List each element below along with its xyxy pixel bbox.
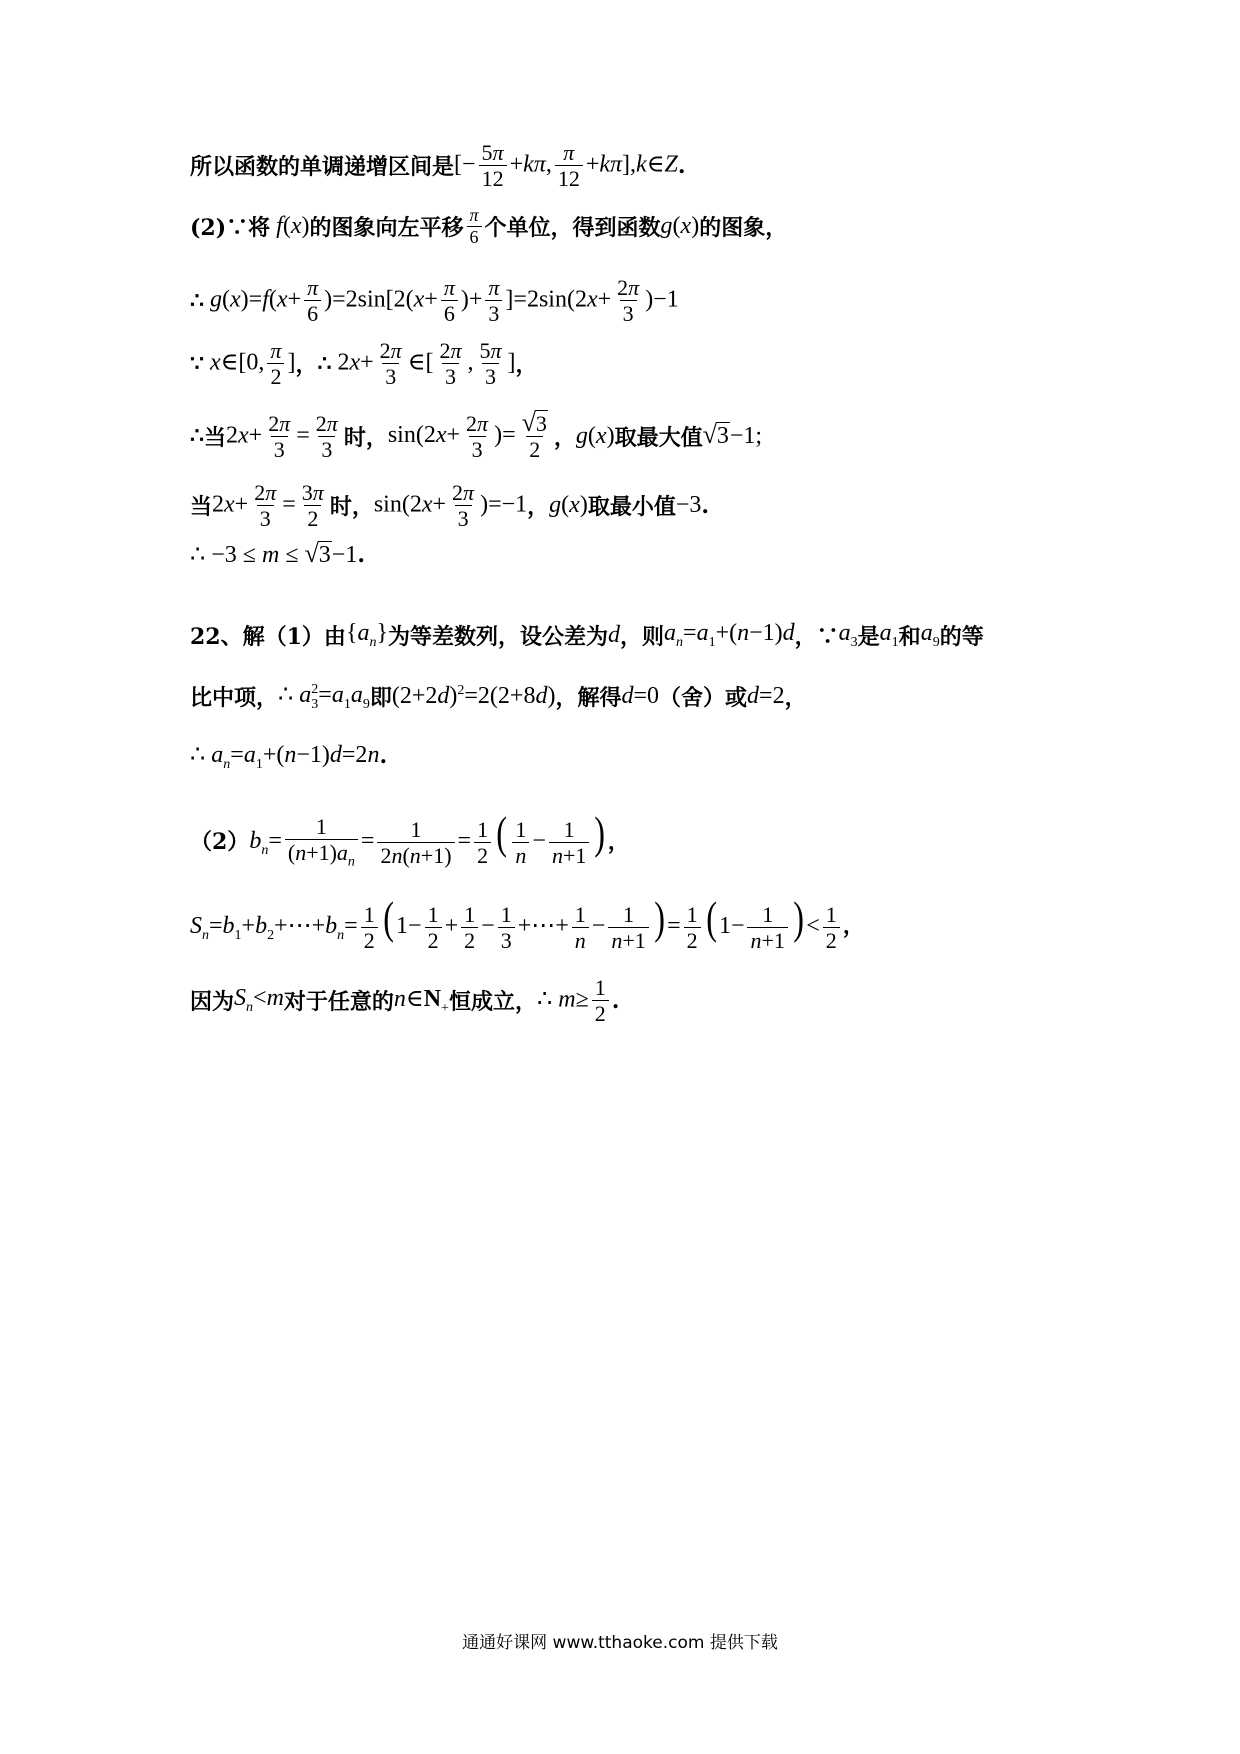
text: . <box>379 743 388 770</box>
text: 对于任意的 <box>283 989 394 1016</box>
formula: $n\in N_+$ <box>393 986 449 1017</box>
therefore-symbol: ∴ <box>190 423 204 450</box>
formula: g(x) <box>660 212 700 239</box>
text: ， <box>515 352 538 379</box>
text: ， <box>784 684 807 711</box>
text: 恒成立， <box>448 989 537 1016</box>
formula: ∴ −3 ≤ m ≤ √ 3 −1 <box>190 539 358 568</box>
formula: ∴ m≥ $\frac{1}{2}$ <box>537 975 612 1027</box>
formula: sin(2x+ $\frac{2\pi}{3}$ )= √ 3 2 <box>387 408 547 463</box>
q22-line-2 <box>190 680 807 713</box>
formula: f(x) <box>276 212 310 239</box>
text: 当 <box>204 424 227 451</box>
formula: √ 3 −1; <box>702 420 763 450</box>
text: 当 <box>190 494 213 521</box>
text: 的图象， <box>699 214 788 241</box>
formula: sin(2x+ $\frac{2\pi}{3}$ )=−1 <box>373 480 528 532</box>
text: 取最大值 <box>614 424 703 451</box>
text: （舍）或 <box>659 684 748 711</box>
max-value-line <box>190 410 762 463</box>
formula: d <box>608 622 621 648</box>
text: ， <box>553 424 576 451</box>
formula: $\{a_n\}$ <box>345 620 388 650</box>
text: . <box>611 987 620 1014</box>
domain-line <box>190 338 538 390</box>
text: ，解得 <box>555 684 622 711</box>
part2-heading-line <box>190 205 787 247</box>
text: 取最小值 <box>587 494 676 521</box>
text: 时， <box>329 494 374 521</box>
text: . <box>701 492 710 519</box>
text: ， <box>842 912 865 939</box>
text: 因为 <box>190 989 235 1016</box>
text: 所以函数的单调递增区间是 <box>190 154 455 181</box>
formula: $a_3$ <box>838 620 858 650</box>
text: 即 <box>369 684 392 711</box>
formula: d=2 <box>747 682 785 709</box>
text: ，∵ <box>794 624 839 650</box>
page-footer: 通通好课网 www.tthaoke.com 提供下载 <box>462 1633 778 1653</box>
min-value-line <box>190 480 709 532</box>
part-label: （2） <box>190 828 250 855</box>
q22-line-4 <box>190 807 630 871</box>
formula: ∴ $a_3^2=a_1a_9$ <box>278 682 370 712</box>
text: 和 <box>898 624 921 650</box>
therefore-symbol: ∴ <box>190 287 204 314</box>
question-label: 22、解（1）由 <box>190 624 346 650</box>
formula: $a_9$ <box>920 620 940 650</box>
text: 为等差数列，设公差为 <box>388 624 609 650</box>
formula: 2x+ $\frac{2\pi}{3}$ = $\frac{3\pi}{2}$ <box>212 480 324 532</box>
text: 时， <box>343 424 388 451</box>
text: . <box>357 541 365 568</box>
therefore-symbol: ∴ <box>317 350 332 377</box>
formula: −3 <box>675 492 702 519</box>
formula: $S_n<m$ <box>234 985 284 1016</box>
formula: 2x+ $\frac{2\pi}{3}$ = $\frac{2\pi}{3}$ <box>226 410 338 462</box>
text: 的等 <box>939 624 984 650</box>
formula: g(x)=f(x+ $\frac{\pi}{6}$ )=2sin[2(x+ $\frac{\pi}{6}$ )+ $\frac{\pi}{3}$ ]=2sin(2x+ $\frac{2\pi}{3}$ )−1 <box>210 275 679 327</box>
text: ， <box>295 352 318 379</box>
formula: d=0 <box>621 682 660 709</box>
text: ， <box>607 828 630 855</box>
formula: $b_n=$ $\frac{1}{(n+1)a_n}$ = $\frac{1}{2n(n+1)}$ = $\frac{1}{2}$ ( $\frac{1}{n}$ − $\frac{1}{n+1}$ ) <box>249 807 606 870</box>
text: 比中项， <box>190 684 279 711</box>
formula: g(x) <box>549 492 588 519</box>
text: 是 <box>857 624 880 650</box>
monotonic-interval-line <box>190 140 686 192</box>
q22-line-3 <box>190 740 387 773</box>
formula: $a_n=a_1+(n-1)d$ <box>664 620 795 650</box>
formula: $S_n=b_1+b_2+\cdots+b_n=$ $\frac{1}{2}$ (1− $\frac{1}{2}$ + $\frac{1}{2}$ − $\frac{1}{3}$ +⋯+ $\frac{1}{n}$ − $\frac{1}{n+1}$ )= $\frac{1}{2}$ (1− $\frac{1}{n+1}$ )< $\frac{1}{2}$ <box>190 895 843 953</box>
q22-line-1 <box>190 620 984 651</box>
formula: $a_1$ <box>879 620 899 650</box>
formula: x∈[0, $\frac{\pi}{2}$ ] <box>210 338 296 390</box>
g-definition-line <box>190 275 679 327</box>
m-range-line <box>190 540 365 569</box>
formula: g(x) <box>575 422 615 449</box>
text: 个单位，得到函数 <box>484 214 661 241</box>
formula: $\frac{\pi}{6}$ <box>466 205 481 247</box>
formula: [− $\frac{5\pi}{12}$ +kπ, $\frac{\pi}{12}$ +kπ],k∈Z <box>454 140 678 192</box>
formula: $(2+2d)^2=2(2+8d)$ <box>391 682 556 709</box>
part-label: (2)∵将 <box>190 214 271 241</box>
text: ， <box>527 494 550 521</box>
q22-line-6 <box>190 975 619 1027</box>
text: . <box>677 152 686 179</box>
because-symbol: ∵ <box>190 350 204 377</box>
formula: ∴ $a_n=a_1+(n-1)d=2n$ <box>190 742 380 772</box>
formula: 2x+ $\frac{2\pi}{3}$ ∈[ $\frac{2\pi}{3}$ , $\frac{5\pi}{3}$ ] <box>331 338 516 390</box>
q22-line-5 <box>190 892 865 953</box>
text: 的图象向左平移 <box>309 214 464 241</box>
text: ，则 <box>620 624 665 650</box>
